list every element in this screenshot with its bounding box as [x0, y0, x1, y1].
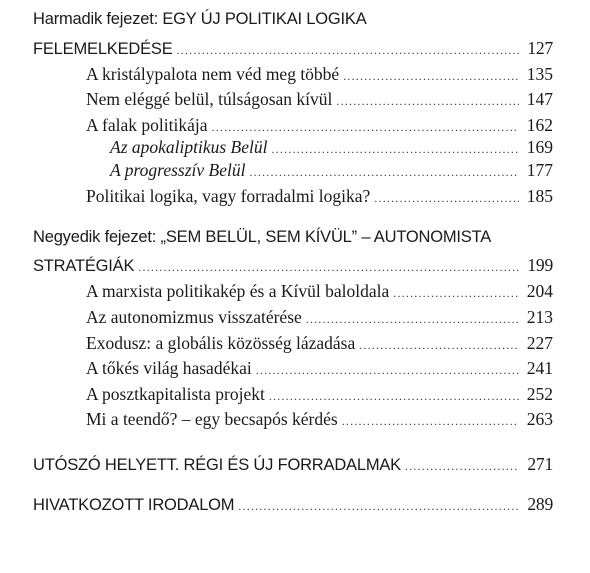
toc-entry[interactable]	[86, 89, 553, 110]
entry-title: A progresszív Belül	[110, 160, 246, 180]
page-number: 162	[526, 115, 553, 135]
toc-subentry[interactable]	[110, 137, 553, 158]
page-number: 241	[526, 358, 553, 378]
dot-leader	[306, 312, 519, 327]
toc-entry[interactable]	[86, 384, 553, 405]
entry-title: Politikai logika, vagy forradalmi logika?	[86, 186, 371, 206]
page-number: 135	[526, 64, 553, 84]
page-number: 271	[527, 454, 553, 474]
toc-entry[interactable]	[86, 358, 553, 379]
entry-title: A marxista politikakép és a Kívül baloldala	[86, 281, 390, 301]
page-number: 213	[526, 307, 553, 327]
entry-title: HIVATKOZOTT IRODALOM	[33, 496, 235, 514]
entry-title: Exodusz: a globális közösség lázadása	[86, 333, 356, 353]
toc-entry[interactable]	[86, 333, 553, 354]
dot-leader	[359, 338, 519, 353]
page-number: 185	[526, 186, 553, 206]
page-number: 127	[527, 38, 553, 58]
toc-entry-afterword[interactable]	[33, 454, 553, 475]
entry-title: Az apokaliptikus Belül	[110, 137, 268, 157]
page-number: 263	[526, 409, 553, 429]
chapter-title-line1: Harmadik fejezet: EGY ÚJ POLITIKAI LOGIKA	[33, 10, 367, 28]
toc-entry-chapter[interactable]	[33, 255, 553, 276]
page-number: 204	[526, 281, 553, 301]
dot-leader	[393, 286, 519, 301]
page-number: 199	[527, 255, 553, 275]
entry-title: A falak politikája	[86, 115, 208, 135]
toc-entry[interactable]	[86, 409, 553, 430]
toc-subentry[interactable]	[110, 160, 553, 181]
toc-entry-chapter[interactable]	[33, 38, 553, 59]
entry-title: A tőkés világ hasadékai	[86, 358, 252, 378]
dot-leader	[256, 363, 519, 378]
dot-leader	[212, 120, 520, 135]
toc-entry[interactable]	[86, 115, 553, 136]
dot-leader	[138, 260, 519, 275]
dot-leader	[374, 191, 519, 206]
entry-title: Az autonomizmus visszatérése	[86, 307, 302, 327]
dot-leader	[342, 414, 519, 429]
page-number: 177	[526, 160, 553, 180]
dot-leader	[343, 69, 519, 84]
chapter-title-line1: Negyedik fejezet: „SEM BELÜL, SEM KÍVÜL” – AUTONOMISTA	[33, 228, 492, 246]
toc-entry[interactable]	[86, 281, 553, 302]
page-number: 289	[527, 494, 553, 514]
page-number: 147	[526, 89, 553, 109]
page-number: 169	[526, 137, 553, 157]
entry-title: A posztkapitalista projekt	[86, 384, 265, 404]
entry-title: Mi a teendő? – egy becsapós kérdés	[86, 409, 338, 429]
toc-entry-bibliography[interactable]	[33, 494, 553, 515]
chapter-title-line2: FELEMELKEDÉSE	[33, 40, 173, 58]
dot-leader	[269, 389, 519, 404]
chapter-title-line2: STRATÉGIÁK	[33, 257, 135, 275]
page-number: 227	[526, 333, 553, 353]
entry-title: UTÓSZÓ HELYETT. RÉGI ÉS ÚJ FORRADALMAK	[33, 456, 401, 474]
page-number: 252	[526, 384, 553, 404]
dot-leader	[271, 142, 519, 157]
dot-leader	[177, 43, 519, 58]
entry-title: Nem eléggé belül, túlságosan kívül	[86, 89, 333, 109]
dot-leader	[249, 165, 519, 180]
dot-leader	[405, 459, 519, 474]
toc-entry[interactable]	[86, 186, 553, 207]
toc-entry[interactable]	[86, 64, 553, 85]
toc-entry[interactable]	[86, 307, 553, 328]
entry-title: A kristálypalota nem véd meg többé	[86, 64, 340, 84]
dot-leader	[336, 94, 519, 109]
dot-leader	[238, 499, 519, 514]
